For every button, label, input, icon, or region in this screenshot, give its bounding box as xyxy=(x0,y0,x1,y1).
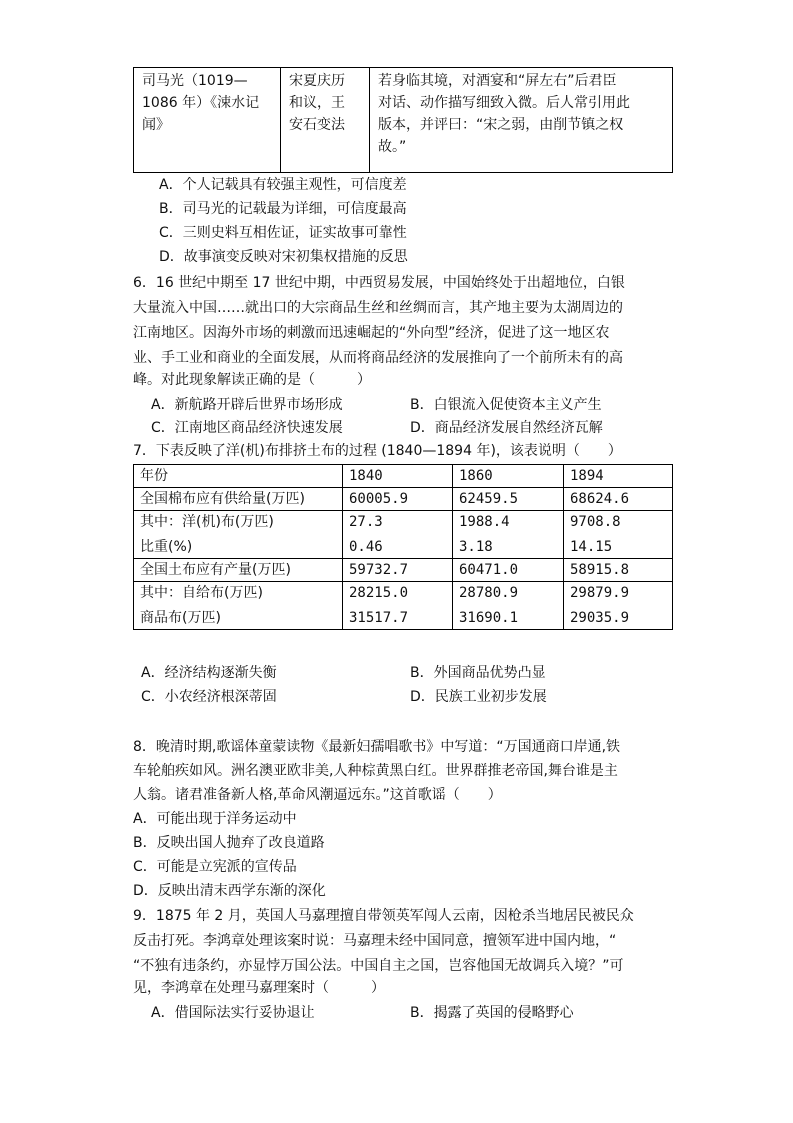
table-cell: 9708.8 14.15 xyxy=(564,511,673,559)
q5-option-b: B．司马光的记载最为详细，可信度最高 xyxy=(159,201,407,217)
table-header-cell: 1840 xyxy=(343,465,453,488)
table-header-cell: 1860 xyxy=(453,465,564,488)
table-cell: 59732.7 xyxy=(343,559,453,582)
table-cell: 60005.9 xyxy=(343,488,453,511)
q9-line: 见，李鸿章在处理马嘉理案时（ ） xyxy=(133,980,385,996)
table-cell: 62459.5 xyxy=(453,488,564,511)
table-row xyxy=(134,559,673,582)
table-cell: 68624.6 xyxy=(564,488,673,511)
table-row xyxy=(134,582,673,630)
q6-line: 峰。对此现象解读正确的是（ ） xyxy=(133,372,371,388)
q6-option-c: C．江南地区商品经济快速发展 xyxy=(151,420,343,436)
q9-line: “不独有违条约，亦显悖万国公法。中国自主之国，岂容他国无故调兵入境？”可 xyxy=(133,958,624,974)
q8-option-b: B．反映出国人抛弃了改良道路 xyxy=(133,835,325,851)
table-cell: 全国土布应有产量(万匹) xyxy=(134,559,343,582)
q9-line: 9．1875 年 2 月，英国人马嘉理擅自带领英军闯人云南，因枪杀当地居民被民众 xyxy=(133,908,634,924)
q9-option-b: B．揭露了英国的侵略野心 xyxy=(410,1005,574,1021)
q6-option-a: A．新航路开辟后世界市场形成 xyxy=(151,397,343,413)
q8-option-c: C．可能是立宪派的宣传品 xyxy=(133,859,297,875)
table-cell: 60471.0 xyxy=(453,559,564,582)
table-cell: 58915.8 xyxy=(564,559,673,582)
q8-option-a: A．可能出现于洋务运动中 xyxy=(133,811,297,827)
q7-stem: 7．下表反映了洋(机)布排挤土布的过程 (1840—1894 年)，该表说明（ ） xyxy=(133,443,622,459)
q6-line: 6．16 世纪中期至 17 世纪中期，中西贸易发展，中国始终处于出超地位，白银 xyxy=(133,275,625,291)
table-cell: 全国棉布应有供给量(万匹) xyxy=(134,488,343,511)
q6-option-d: D．商品经济发展自然经济瓦解 xyxy=(410,420,603,436)
q6-option-b: B．白银流入促使资本主义产生 xyxy=(410,397,602,413)
q8-line: 8．晚清时期,歌谣体童蒙读物《最新妇孺唱歌书》中写道：“万国通商口岸通,铁 xyxy=(133,739,621,755)
source-author-cell: 司马光（1019— 1086 年）《涑水记 闻》 xyxy=(134,68,281,173)
table-cell: 1988.4 3.18 xyxy=(453,511,564,559)
q5-option-a: A．个人记载具有较强主观性，可信度差 xyxy=(159,177,407,193)
q8-option-d: D．反映出清末西学东渐的深化 xyxy=(133,883,326,899)
q6-line: 江南地区。因海外市场的刺激而迅速崛起的“外向型”经济，促进了这一地区农 xyxy=(133,325,610,341)
q8-line: 车轮舶疾如风。洲名澳亚欧非美,人种棕黄黑白红。世界群推老帝国,舞台谁是主 xyxy=(133,763,618,779)
table-cell: 28215.0 31517.7 xyxy=(343,582,453,630)
cloth-table xyxy=(133,464,673,630)
table-cell: 27.3 0.46 xyxy=(343,511,453,559)
q5-option-c: C．三则史料互相佐证，证实故事可靠性 xyxy=(159,225,407,241)
q5-option-d: D．故事演变反映对宋初集权措施的反思 xyxy=(159,249,408,265)
table-row xyxy=(134,68,673,173)
q7-option-c: C．小农经济根深蒂固 xyxy=(141,689,277,705)
q7-option-b: B．外国商品优势凸显 xyxy=(410,665,546,681)
table-header-cell: 年份 xyxy=(134,465,343,488)
table-row xyxy=(134,488,673,511)
sources-table xyxy=(133,67,673,173)
source-period-cell: 宋夏庆历 和议，王 安石变法 xyxy=(281,68,370,173)
table-cell: 28780.9 31690.1 xyxy=(453,582,564,630)
table-row xyxy=(134,511,673,559)
table-cell: 29879.9 29035.9 xyxy=(564,582,673,630)
table-header-cell: 1894 xyxy=(564,465,673,488)
q9-line: 反击打死。李鸿章处理该案时说：马嘉理未经中国同意，擅领军进中国内地，“ xyxy=(133,933,617,949)
q9-option-a: A．借国际法实行妥协退让 xyxy=(151,1005,315,1021)
q7-option-d: D．民族工业初步发展 xyxy=(410,689,547,705)
table-cell: 其中：洋(机)布(万匹) 比重(%) xyxy=(134,511,343,559)
q7-option-a: A．经济结构逐渐失衡 xyxy=(141,665,277,681)
q6-line: 大量流入中国……就出口的大宗商品生丝和丝绸而言，其产地主要为太湖周边的 xyxy=(133,300,623,316)
source-content-cell: 若身临其境，对酒宴和“屏左右”后君臣 对话、动作描写细致入微。后人常引用此 版本，并评曰：“宋之弱，由削节镇之权 故。” xyxy=(370,68,673,173)
q8-line: 人翁。诸君准备新人格,革命风潮逼远东。”这首歌谣（ ） xyxy=(133,787,502,803)
q6-line: 业、手工业和商业的全面发展，从而将商品经济的发展推向了一个前所未有的高 xyxy=(133,350,623,366)
table-header-row xyxy=(134,465,673,488)
table-cell: 其中：自给布(万匹) 商品布(万匹) xyxy=(134,582,343,630)
